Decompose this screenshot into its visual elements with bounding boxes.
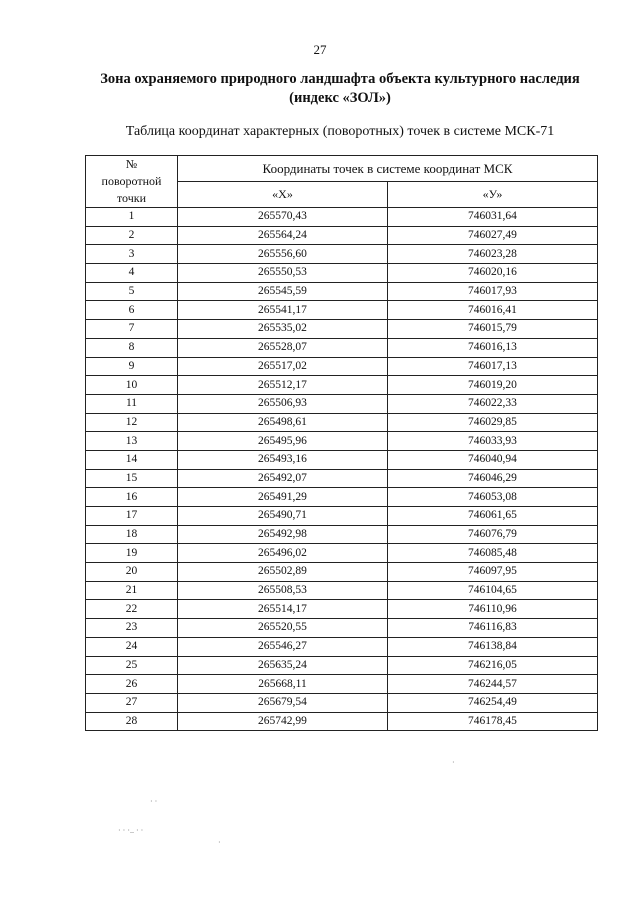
x-coordinate-cell: 265541,17 [178,301,388,320]
y-coordinate-cell: 746033,93 [387,432,597,451]
x-coordinate-cell: 265492,07 [178,469,388,488]
table-row [86,413,598,432]
point-number-cell: 25 [86,656,178,675]
x-coordinate-cell: 265496,02 [178,544,388,563]
y-coordinate-cell: 746015,79 [387,320,597,339]
scan-speck: · [218,838,221,847]
x-coordinate-cell: 265668,11 [178,675,388,694]
x-coordinate-cell: 265491,29 [178,488,388,507]
point-number-cell: 18 [86,525,178,544]
point-number-cell: 23 [86,619,178,638]
point-number-cell: 16 [86,488,178,507]
y-coordinate-cell: 746097,95 [387,563,597,582]
point-number-cell: 13 [86,432,178,451]
point-number-cell: 22 [86,600,178,619]
table-row [86,656,598,675]
point-number-header-line: поворотной [101,174,162,188]
x-coordinate-cell: 265635,24 [178,656,388,675]
table-row [86,432,598,451]
y-coordinate-cell: 746110,96 [387,600,597,619]
y-coordinate-cell: 746104,65 [387,581,597,600]
scan-speck: · · [150,797,158,806]
point-number-cell: 10 [86,376,178,395]
x-coordinate-cell: 265508,53 [178,581,388,600]
coordinates-group-header: Координаты точек в системе координат МСК [178,156,598,182]
point-number-cell: 9 [86,357,178,376]
point-number-cell: 12 [86,413,178,432]
point-number-cell: 4 [86,264,178,283]
x-coordinate-cell: 265535,02 [178,320,388,339]
point-number-cell: 17 [86,507,178,526]
table-row [86,525,598,544]
table-row [86,450,598,469]
x-coordinate-cell: 265570,43 [178,208,388,227]
zone-title [60,70,620,108]
table-row [86,675,598,694]
table-row [86,693,598,712]
page-number: 27 [313,42,327,57]
y-coordinate-cell: 746116,83 [387,619,597,638]
y-coordinate-cell: 746027,49 [387,226,597,245]
table-row [86,226,598,245]
point-number-cell: 7 [86,320,178,339]
point-number-header-line: № [125,157,138,171]
point-number-cell: 21 [86,581,178,600]
y-coordinate-cell: 746254,49 [387,693,597,712]
point-number-cell: 19 [86,544,178,563]
y-coordinate-cell: 746178,45 [387,712,597,731]
x-coordinate-cell: 265564,24 [178,226,388,245]
coordinates-table [85,155,598,731]
x-coordinate-cell: 265556,60 [178,245,388,264]
point-number-cell: 24 [86,637,178,656]
x-coordinate-cell: 265520,55 [178,619,388,638]
point-number-cell: 26 [86,675,178,694]
y-coordinate-cell: 746061,65 [387,507,597,526]
x-coordinate-cell: 265679,54 [178,693,388,712]
point-number-cell: 20 [86,563,178,582]
x-coordinate-cell: 265517,02 [178,357,388,376]
x-coordinate-cell: 265493,16 [178,450,388,469]
y-coordinate-cell: 746244,57 [387,675,597,694]
point-number-cell: 1 [86,208,178,227]
point-number-header-line: точки [116,191,147,205]
y-coordinate-cell: 746016,41 [387,301,597,320]
point-number-cell: 8 [86,338,178,357]
scan-speck: · [452,758,455,767]
x-column-header: «Х» [178,182,388,208]
table-row [86,376,598,395]
scan-speck: · · ·.. · · [118,826,144,835]
y-coordinate-cell: 746020,16 [387,264,597,283]
point-number-cell: 5 [86,282,178,301]
table-row [86,357,598,376]
y-coordinate-cell: 746053,08 [387,488,597,507]
x-coordinate-cell: 265550,53 [178,264,388,283]
y-coordinate-cell: 746023,28 [387,245,597,264]
table-row [86,563,598,582]
table-row [86,507,598,526]
table-row [86,245,598,264]
point-number-cell: 3 [86,245,178,264]
point-number-cell: 6 [86,301,178,320]
table-row [86,469,598,488]
y-coordinate-cell: 746138,84 [387,637,597,656]
table-row [86,619,598,638]
table-row [86,264,598,283]
table-row [86,544,598,563]
point-number-header [86,156,178,208]
x-coordinate-cell: 265506,93 [178,394,388,413]
table-row [86,282,598,301]
point-number-cell: 2 [86,226,178,245]
table-row [86,338,598,357]
table-row [86,600,598,619]
table-row [86,320,598,339]
y-coordinate-cell: 746029,85 [387,413,597,432]
x-coordinate-cell: 265512,17 [178,376,388,395]
x-coordinate-cell: 265528,07 [178,338,388,357]
zone-title-line-1: Зона охраняемого природного ландшафта объекта культурного наследия [100,71,580,87]
y-coordinate-cell: 746216,05 [387,656,597,675]
table-body [86,208,598,731]
y-column-header: «У» [387,182,597,208]
zone-title-line-2: (индекс «ЗОЛ») [289,90,391,106]
y-coordinate-cell: 746017,13 [387,357,597,376]
y-coordinate-cell: 746076,79 [387,525,597,544]
x-coordinate-cell: 265492,98 [178,525,388,544]
x-coordinate-cell: 265502,89 [178,563,388,582]
x-coordinate-cell: 265514,17 [178,600,388,619]
table-row [86,488,598,507]
y-coordinate-cell: 746040,94 [387,450,597,469]
point-number-cell: 27 [86,693,178,712]
y-coordinate-cell: 746085,48 [387,544,597,563]
table-row [86,208,598,227]
point-number-cell: 15 [86,469,178,488]
table-row [86,637,598,656]
x-coordinate-cell: 265545,59 [178,282,388,301]
y-coordinate-cell: 746031,64 [387,208,597,227]
x-coordinate-cell: 265490,71 [178,507,388,526]
y-coordinate-cell: 746017,93 [387,282,597,301]
table-row [86,712,598,731]
table-row [86,301,598,320]
x-coordinate-cell: 265742,99 [178,712,388,731]
x-coordinate-cell: 265495,96 [178,432,388,451]
x-coordinate-cell: 265546,27 [178,637,388,656]
y-coordinate-cell: 746046,29 [387,469,597,488]
x-coordinate-cell: 265498,61 [178,413,388,432]
point-number-cell: 28 [86,712,178,731]
y-coordinate-cell: 746022,33 [387,394,597,413]
point-number-cell: 11 [86,394,178,413]
table-caption: Таблица координат характерных (поворотных) точек в системе МСК-71 [125,124,555,139]
y-coordinate-cell: 746019,20 [387,376,597,395]
table-row [86,581,598,600]
table-header-row [86,156,598,182]
y-coordinate-cell: 746016,13 [387,338,597,357]
point-number-cell: 14 [86,450,178,469]
table-row [86,394,598,413]
